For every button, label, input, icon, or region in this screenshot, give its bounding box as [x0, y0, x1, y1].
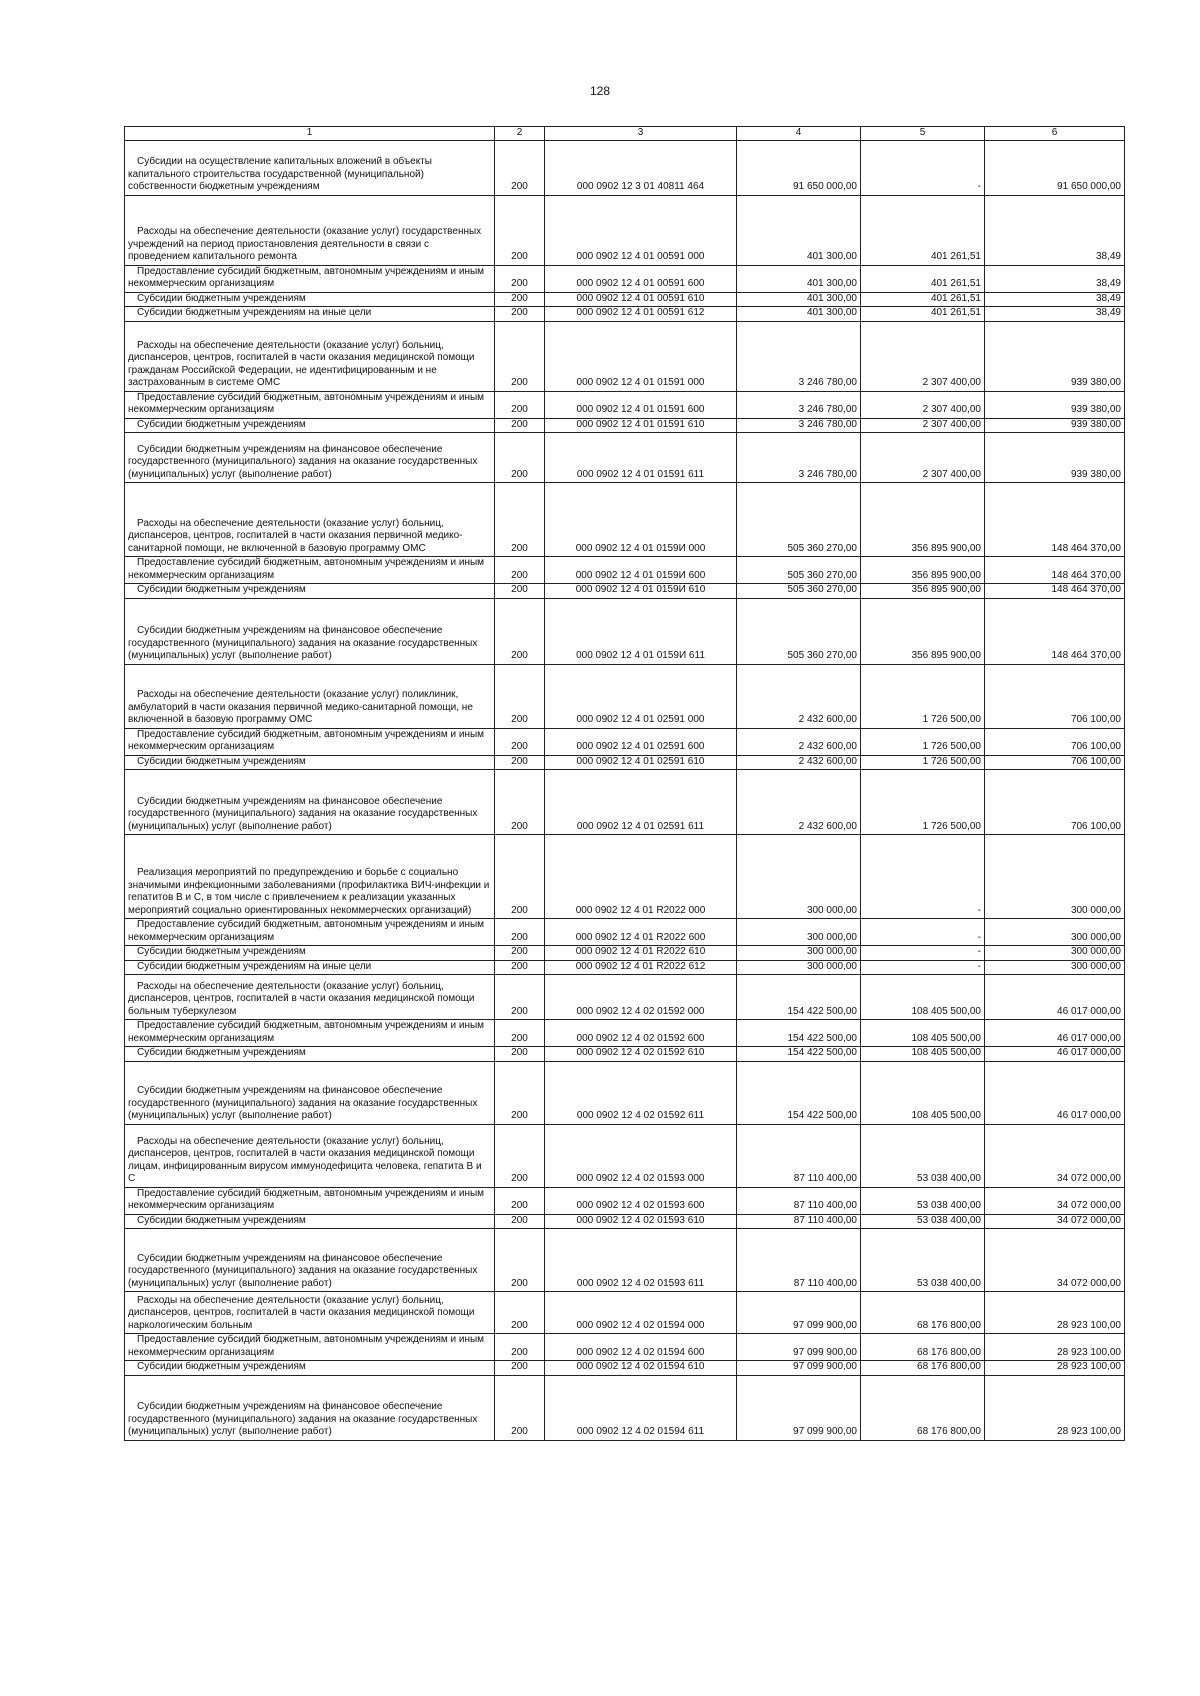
budget-code: 000 0902 12 4 01 02591 000: [545, 664, 737, 728]
budget-code: 000 0902 12 4 02 01593 610: [545, 1214, 737, 1229]
executed-amount: -: [861, 960, 985, 975]
table-row: [125, 1020, 1125, 1047]
item-name: Расходы на обеспечение деятельности (оказание услуг) больниц, диспансеров, центров, госпиталей в части оказания медицинской помощи лицам, инфицированным вирусом иммунодефицита человека, гепатита В и С: [125, 1124, 495, 1187]
executed-amount: 68 176 800,00: [861, 1361, 985, 1376]
executed-amount: 1 726 500,00: [861, 770, 985, 835]
approved-amount: 2 432 600,00: [737, 755, 861, 770]
table-row: [125, 975, 1125, 1020]
executed-amount: 1 726 500,00: [861, 728, 985, 755]
unexecuted-amount: 706 100,00: [985, 755, 1125, 770]
approved-amount: 91 650 000,00: [737, 140, 861, 195]
item-name: Субсидии бюджетным учреждениям: [125, 418, 495, 433]
table-row: [125, 391, 1125, 418]
item-name: Предоставление субсидий бюджетным, автономным учреждениям и иным некоммерческим организациям: [125, 265, 495, 292]
approved-amount: 505 360 270,00: [737, 598, 861, 664]
executed-amount: 2 307 400,00: [861, 418, 985, 433]
budget-code: 000 0902 12 4 01 02591 611: [545, 770, 737, 835]
executed-amount: 356 895 900,00: [861, 598, 985, 664]
line-code: 200: [495, 433, 545, 483]
executed-amount: 108 405 500,00: [861, 1047, 985, 1062]
item-name: Субсидии бюджетным учреждениям на финансовое обеспечение государственного (муниципального) задания на оказание государственных (муниципальных) услуг (выполнение работ): [125, 1229, 495, 1292]
executed-amount: 68 176 800,00: [861, 1334, 985, 1361]
approved-amount: 154 422 500,00: [737, 975, 861, 1020]
line-code: 200: [495, 1375, 545, 1440]
approved-amount: 300 000,00: [737, 960, 861, 975]
table-row: [125, 584, 1125, 599]
item-name: Субсидии бюджетным учреждениям на финансовое обеспечение государственного (муниципального) задания на оказание государственных (муниципальных) услуг (выполнение работ): [125, 433, 495, 483]
item-name: Предоставление субсидий бюджетным, автономным учреждениям и иным некоммерческим организациям: [125, 1334, 495, 1361]
unexecuted-amount: 706 100,00: [985, 664, 1125, 728]
line-code: 200: [495, 728, 545, 755]
line-code: 200: [495, 770, 545, 835]
table-row: [125, 770, 1125, 835]
item-name: Субсидии бюджетным учреждениям на финансовое обеспечение государственного (муниципального) задания на оказание государственных (муниципальных) услуг (выполнение работ): [125, 1375, 495, 1440]
budget-code: 000 0902 12 4 01 R2022 610: [545, 946, 737, 961]
line-code: 200: [495, 1229, 545, 1292]
line-code: 200: [495, 919, 545, 946]
table-row: [125, 195, 1125, 265]
approved-amount: 3 246 780,00: [737, 433, 861, 483]
unexecuted-amount: 38,49: [985, 292, 1125, 307]
approved-amount: 2 432 600,00: [737, 770, 861, 835]
budget-code: 000 0902 12 4 01 00591 610: [545, 292, 737, 307]
approved-amount: 154 422 500,00: [737, 1047, 861, 1062]
budget-code: 000 0902 12 4 01 0159И 610: [545, 584, 737, 599]
unexecuted-amount: 46 017 000,00: [985, 975, 1125, 1020]
executed-amount: 53 038 400,00: [861, 1187, 985, 1214]
budget-code: 000 0902 12 4 02 01594 000: [545, 1292, 737, 1334]
budget-code: 000 0902 12 4 02 01592 611: [545, 1061, 737, 1124]
approved-amount: 401 300,00: [737, 292, 861, 307]
budget-code: 000 0902 12 4 01 01591 611: [545, 433, 737, 483]
budget-code: 000 0902 12 4 01 0159И 000: [545, 483, 737, 557]
unexecuted-amount: 300 000,00: [985, 919, 1125, 946]
table-row: [125, 919, 1125, 946]
item-name: Расходы на обеспечение деятельности (оказание услуг) поликлиник, амбулаторий в части оказания первичной медико-санитарной помощи, не включенной в базовую программу ОМС: [125, 664, 495, 728]
budget-code: 000 0902 12 4 02 01593 000: [545, 1124, 737, 1187]
table-row: [125, 946, 1125, 961]
approved-amount: 87 110 400,00: [737, 1214, 861, 1229]
budget-code: 000 0902 12 4 02 01594 600: [545, 1334, 737, 1361]
executed-amount: 108 405 500,00: [861, 1061, 985, 1124]
executed-amount: 108 405 500,00: [861, 1020, 985, 1047]
approved-amount: 154 422 500,00: [737, 1020, 861, 1047]
line-code: 200: [495, 1214, 545, 1229]
executed-amount: 1 726 500,00: [861, 664, 985, 728]
unexecuted-amount: 46 017 000,00: [985, 1020, 1125, 1047]
table-row: [125, 265, 1125, 292]
table-body: [125, 140, 1125, 1440]
line-code: 200: [495, 975, 545, 1020]
header-col-5: 5: [861, 127, 985, 141]
executed-amount: -: [861, 140, 985, 195]
executed-amount: 401 261,51: [861, 265, 985, 292]
line-code: 200: [495, 307, 545, 322]
executed-amount: 53 038 400,00: [861, 1229, 985, 1292]
item-name: Субсидии бюджетным учреждениям: [125, 946, 495, 961]
approved-amount: 300 000,00: [737, 835, 861, 919]
item-name: Предоставление субсидий бюджетным, автономным учреждениям и иным некоммерческим организациям: [125, 728, 495, 755]
unexecuted-amount: 148 464 370,00: [985, 598, 1125, 664]
executed-amount: 2 307 400,00: [861, 391, 985, 418]
table-row: [125, 960, 1125, 975]
budget-code: 000 0902 12 4 02 01592 600: [545, 1020, 737, 1047]
line-code: 200: [495, 1124, 545, 1187]
approved-amount: 401 300,00: [737, 265, 861, 292]
unexecuted-amount: 939 380,00: [985, 433, 1125, 483]
unexecuted-amount: 91 650 000,00: [985, 140, 1125, 195]
budget-code: 000 0902 12 4 01 R2022 000: [545, 835, 737, 919]
budget-code: 000 0902 12 4 01 0159И 611: [545, 598, 737, 664]
item-name: Субсидии бюджетным учреждениям на финансовое обеспечение государственного (муниципального) задания на оказание государственных (муниципальных) услуг (выполнение работ): [125, 1061, 495, 1124]
unexecuted-amount: 28 923 100,00: [985, 1361, 1125, 1376]
executed-amount: 356 895 900,00: [861, 483, 985, 557]
executed-amount: 401 261,51: [861, 292, 985, 307]
approved-amount: 97 099 900,00: [737, 1334, 861, 1361]
table-row: [125, 1047, 1125, 1062]
approved-amount: 154 422 500,00: [737, 1061, 861, 1124]
approved-amount: 3 246 780,00: [737, 418, 861, 433]
unexecuted-amount: 46 017 000,00: [985, 1047, 1125, 1062]
table-row: [125, 598, 1125, 664]
line-code: 200: [495, 1061, 545, 1124]
executed-amount: 2 307 400,00: [861, 321, 985, 391]
budget-code: 000 0902 12 4 01 00591 600: [545, 265, 737, 292]
line-code: 200: [495, 292, 545, 307]
item-name: Предоставление субсидий бюджетным, автономным учреждениям и иным некоммерческим организациям: [125, 1020, 495, 1047]
budget-code: 000 0902 12 4 02 01592 610: [545, 1047, 737, 1062]
executed-amount: 356 895 900,00: [861, 557, 985, 584]
approved-amount: 505 360 270,00: [737, 483, 861, 557]
unexecuted-amount: 28 923 100,00: [985, 1375, 1125, 1440]
line-code: 200: [495, 960, 545, 975]
table-row: [125, 321, 1125, 391]
line-code: 200: [495, 483, 545, 557]
item-name: Реализация мероприятий по предупреждению и борьбе с социально значимыми инфекционными заболеваниями (профилактика ВИЧ-инфекции и гепатитов В и С, в том числе с привлечением к реализации указанных мероприятий социально ориентированных некоммерческих организаций): [125, 835, 495, 919]
header-col-3: 3: [545, 127, 737, 141]
unexecuted-amount: 148 464 370,00: [985, 584, 1125, 599]
header-col-2: 2: [495, 127, 545, 141]
item-name: Предоставление субсидий бюджетным, автономным учреждениям и иным некоммерческим организациям: [125, 391, 495, 418]
table-row: [125, 755, 1125, 770]
approved-amount: 87 110 400,00: [737, 1124, 861, 1187]
approved-amount: 87 110 400,00: [737, 1229, 861, 1292]
executed-amount: -: [861, 835, 985, 919]
table-row: [125, 307, 1125, 322]
budget-code: 000 0902 12 4 01 R2022 612: [545, 960, 737, 975]
item-name: Предоставление субсидий бюджетным, автономным учреждениям и иным некоммерческим организациям: [125, 919, 495, 946]
item-name: Субсидии бюджетным учреждениям: [125, 584, 495, 599]
unexecuted-amount: 38,49: [985, 195, 1125, 265]
unexecuted-amount: 148 464 370,00: [985, 483, 1125, 557]
budget-code: 000 0902 12 4 01 0159И 600: [545, 557, 737, 584]
table-row: [125, 1124, 1125, 1187]
approved-amount: 3 246 780,00: [737, 391, 861, 418]
header-col-4: 4: [737, 127, 861, 141]
table-row: [125, 292, 1125, 307]
unexecuted-amount: 46 017 000,00: [985, 1061, 1125, 1124]
unexecuted-amount: 300 000,00: [985, 835, 1125, 919]
unexecuted-amount: 34 072 000,00: [985, 1229, 1125, 1292]
budget-code: 000 0902 12 4 01 02591 610: [545, 755, 737, 770]
executed-amount: 356 895 900,00: [861, 584, 985, 599]
unexecuted-amount: 28 923 100,00: [985, 1292, 1125, 1334]
unexecuted-amount: 148 464 370,00: [985, 557, 1125, 584]
item-name: Субсидии бюджетным учреждениям: [125, 1214, 495, 1229]
unexecuted-amount: 939 380,00: [985, 391, 1125, 418]
item-name: Субсидии бюджетным учреждениям: [125, 292, 495, 307]
executed-amount: -: [861, 946, 985, 961]
approved-amount: 97 099 900,00: [737, 1375, 861, 1440]
approved-amount: 3 246 780,00: [737, 321, 861, 391]
item-name: Субсидии бюджетным учреждениям: [125, 1361, 495, 1376]
table-row: [125, 1061, 1125, 1124]
table-row: [125, 1292, 1125, 1334]
budget-code: 000 0902 12 4 01 00591 612: [545, 307, 737, 322]
unexecuted-amount: 300 000,00: [985, 946, 1125, 961]
line-code: 200: [495, 584, 545, 599]
budget-code: 000 0902 12 4 02 01593 600: [545, 1187, 737, 1214]
line-code: 200: [495, 321, 545, 391]
table-row: [125, 433, 1125, 483]
unexecuted-amount: 28 923 100,00: [985, 1334, 1125, 1361]
item-name: Субсидии бюджетным учреждениям: [125, 1047, 495, 1062]
approved-amount: 401 300,00: [737, 195, 861, 265]
line-code: 200: [495, 755, 545, 770]
executed-amount: 2 307 400,00: [861, 433, 985, 483]
page-number: 128: [589, 84, 611, 98]
unexecuted-amount: 300 000,00: [985, 960, 1125, 975]
executed-amount: -: [861, 919, 985, 946]
executed-amount: 1 726 500,00: [861, 755, 985, 770]
executed-amount: 53 038 400,00: [861, 1124, 985, 1187]
item-name: Субсидии бюджетным учреждениям на финансовое обеспечение государственного (муниципального) задания на оказание государственных (муниципальных) услуг (выполнение работ): [125, 598, 495, 664]
item-name: Предоставление субсидий бюджетным, автономным учреждениям и иным некоммерческим организациям: [125, 557, 495, 584]
unexecuted-amount: 939 380,00: [985, 321, 1125, 391]
line-code: 200: [495, 391, 545, 418]
approved-amount: 505 360 270,00: [737, 557, 861, 584]
item-name: Расходы на обеспечение деятельности (оказание услуг) больниц, диспансеров, центров, госпиталей в части оказания медицинской помощи гражданам Российской Федерации, не идентифицированным и не застрахованным в системе ОМС: [125, 321, 495, 391]
header-col-6: 6: [985, 127, 1125, 141]
line-code: 200: [495, 1334, 545, 1361]
executed-amount: 108 405 500,00: [861, 975, 985, 1020]
approved-amount: 87 110 400,00: [737, 1187, 861, 1214]
header-col-1: 1: [125, 127, 495, 141]
table-header: [125, 127, 1125, 141]
line-code: 200: [495, 265, 545, 292]
table-row: [125, 664, 1125, 728]
budget-code: 000 0902 12 4 01 R2022 600: [545, 919, 737, 946]
unexecuted-amount: 706 100,00: [985, 770, 1125, 835]
item-name: Субсидии бюджетным учреждениям: [125, 755, 495, 770]
table-row: [125, 835, 1125, 919]
item-name: Расходы на обеспечение деятельности (оказание услуг) больниц, диспансеров, центров, госпиталей в части оказания медицинской помощи наркологическим больным: [125, 1292, 495, 1334]
budget-code: 000 0902 12 3 01 40811 464: [545, 140, 737, 195]
budget-code: 000 0902 12 4 01 01591 600: [545, 391, 737, 418]
budget-code: 000 0902 12 4 01 01591 610: [545, 418, 737, 433]
line-code: 200: [495, 664, 545, 728]
table-row: [125, 728, 1125, 755]
unexecuted-amount: 34 072 000,00: [985, 1187, 1125, 1214]
line-code: 200: [495, 418, 545, 433]
unexecuted-amount: 34 072 000,00: [985, 1214, 1125, 1229]
item-name: Субсидии бюджетным учреждениям на иные цели: [125, 960, 495, 975]
item-name: Расходы на обеспечение деятельности (оказание услуг) государственных учреждений на период приостановления деятельности в связи с проведением капитального ремонта: [125, 195, 495, 265]
line-code: 200: [495, 1187, 545, 1214]
executed-amount: 53 038 400,00: [861, 1214, 985, 1229]
approved-amount: 401 300,00: [737, 307, 861, 322]
unexecuted-amount: 939 380,00: [985, 418, 1125, 433]
header-row: [125, 127, 1125, 141]
line-code: 200: [495, 1292, 545, 1334]
line-code: 200: [495, 835, 545, 919]
budget-code: 000 0902 12 4 02 01594 611: [545, 1375, 737, 1440]
budget-code: 000 0902 12 4 01 01591 000: [545, 321, 737, 391]
table-row: [125, 1375, 1125, 1440]
table-row: [125, 1361, 1125, 1376]
table-row: [125, 140, 1125, 195]
line-code: 200: [495, 1020, 545, 1047]
approved-amount: 2 432 600,00: [737, 664, 861, 728]
line-code: 200: [495, 1047, 545, 1062]
table-row: [125, 1187, 1125, 1214]
line-code: 200: [495, 195, 545, 265]
executed-amount: 401 261,51: [861, 195, 985, 265]
budget-code: 000 0902 12 4 02 01594 610: [545, 1361, 737, 1376]
table-row: [125, 483, 1125, 557]
line-code: 200: [495, 1361, 545, 1376]
approved-amount: 300 000,00: [737, 919, 861, 946]
approved-amount: 97 099 900,00: [737, 1292, 861, 1334]
table-row: [125, 1334, 1125, 1361]
budget-code: 000 0902 12 4 01 00591 000: [545, 195, 737, 265]
table-row: [125, 1214, 1125, 1229]
item-name: Субсидии бюджетным учреждениям на финансовое обеспечение государственного (муниципального) задания на оказание государственных (муниципальных) услуг (выполнение работ): [125, 770, 495, 835]
item-name: Субсидии бюджетным учреждениям на иные цели: [125, 307, 495, 322]
budget-code: 000 0902 12 4 01 02591 600: [545, 728, 737, 755]
line-code: 200: [495, 140, 545, 195]
approved-amount: 505 360 270,00: [737, 584, 861, 599]
unexecuted-amount: 706 100,00: [985, 728, 1125, 755]
item-name: Субсидии на осуществление капитальных вложений в объекты капитального строительства государственной (муниципальной) собственности бюджетным учреждениям: [125, 140, 495, 195]
line-code: 200: [495, 557, 545, 584]
table-row: [125, 418, 1125, 433]
executed-amount: 68 176 800,00: [861, 1375, 985, 1440]
line-code: 200: [495, 598, 545, 664]
executed-amount: 68 176 800,00: [861, 1292, 985, 1334]
unexecuted-amount: 38,49: [985, 307, 1125, 322]
budget-code: 000 0902 12 4 02 01593 611: [545, 1229, 737, 1292]
approved-amount: 2 432 600,00: [737, 728, 861, 755]
item-name: Предоставление субсидий бюджетным, автономным учреждениям и иным некоммерческим организациям: [125, 1187, 495, 1214]
unexecuted-amount: 38,49: [985, 265, 1125, 292]
line-code: 200: [495, 946, 545, 961]
approved-amount: 300 000,00: [737, 946, 861, 961]
approved-amount: 97 099 900,00: [737, 1361, 861, 1376]
item-name: Расходы на обеспечение деятельности (оказание услуг) больниц, диспансеров, центров, госпиталей в части оказания медицинской помощи больным туберкулезом: [125, 975, 495, 1020]
executed-amount: 401 261,51: [861, 307, 985, 322]
budget-table: [124, 126, 1125, 1441]
table-row: [125, 1229, 1125, 1292]
unexecuted-amount: 34 072 000,00: [985, 1124, 1125, 1187]
item-name: Расходы на обеспечение деятельности (оказание услуг) больниц, диспансеров, центров, госпиталей в части оказания первичной медико-санитарной помощи, не включенной в базовую программу ОМС: [125, 483, 495, 557]
budget-code: 000 0902 12 4 02 01592 000: [545, 975, 737, 1020]
table-row: [125, 557, 1125, 584]
